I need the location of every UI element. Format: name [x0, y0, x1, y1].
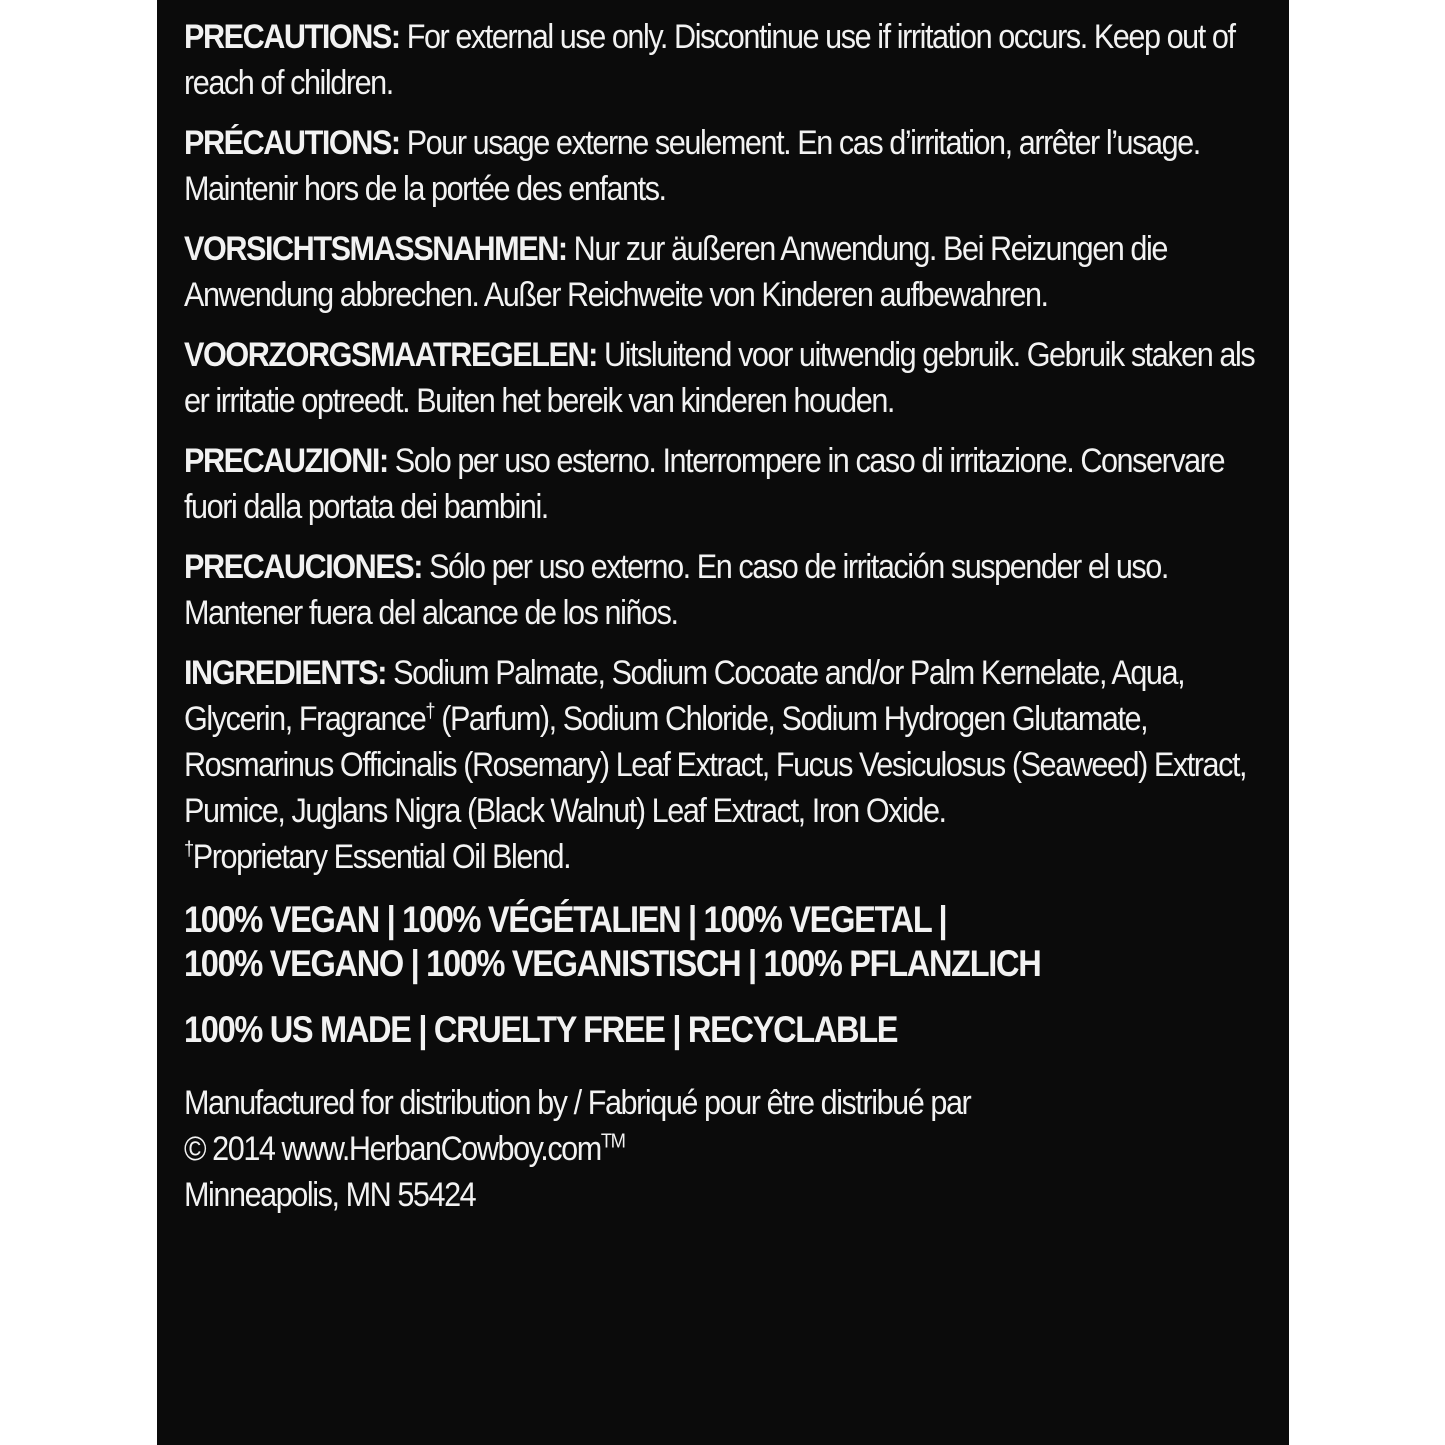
section-heading: PRECAUCIONES:: [184, 548, 423, 586]
product-label-panel: [157, 0, 1289, 1445]
section-text: Solo per uso esterno. Interrompere in caso di irritazione. Conservare fuori dalla portata dei bambini.: [184, 442, 1225, 526]
copyright-line: [184, 1126, 1266, 1172]
product-claims: [184, 1008, 1270, 1052]
precautions-english: [184, 14, 1266, 106]
address-line: Minneapolis, MN 55424: [184, 1176, 476, 1214]
trademark-mark: TM: [600, 1130, 625, 1153]
section-text: Nur zur äußeren Anwendung. Bei Reizungen die Anwendung abbrechen. Außer Reichweite von Kinderen aufbewahren.: [184, 230, 1167, 314]
dagger-mark: †: [425, 700, 435, 723]
precautions-german: [184, 226, 1266, 318]
precautions-italian: [184, 438, 1266, 530]
section-heading: VOORZORGSMAATREGELEN:: [184, 336, 597, 374]
ingredients-heading: INGREDIENTS:: [184, 654, 387, 692]
product-claims-line: 100% US MADE | CRUELTY FREE | RECYCLABLE: [184, 1009, 898, 1050]
footnote-mark: †: [184, 838, 193, 861]
vegan-claims-line-2: 100% VEGANO | 100% VEGANISTISCH | 100% PFLANZLICH: [184, 943, 1041, 984]
section-text: Sólo per uso externo. En caso de irritación suspender el uso. Mantener fuera del alcance de los niños.: [184, 548, 1168, 632]
ingredients-text-2: (Parfum), Sodium Chloride, Sodium Hydrogen Glutamate, Rosmarinus Officinalis (Rosemary) Leaf Extract, Fucus Vesiculosus (Seaweed) Extract, Pumice, Juglans Nigra (Black Walnut) Leaf Extract, Iron Oxide.: [184, 700, 1247, 830]
section-text: Pour usage externe seulement. En cas d’irritation, arrêter l’usage. Maintenir hors de la portée des enfants.: [184, 124, 1200, 208]
section-heading: PRECAUTIONS:: [184, 18, 400, 56]
precautions-spanish: [184, 544, 1266, 636]
ingredients-section: [184, 650, 1266, 880]
vegan-claims: [184, 898, 1270, 986]
precautions-french: [184, 120, 1266, 212]
vegan-claims-line-1: 100% VEGAN | 100% VÉGÉTALIEN | 100% VEGETAL |: [184, 899, 947, 940]
ingredients-text-1: Sodium Palmate, Sodium Cocoate and/or Palm Kernelate, Aqua, Glycerin, Fragrance: [184, 654, 1185, 738]
section-heading: PRECAUZIONI:: [184, 442, 388, 480]
manufacturer-line: Manufactured for distribution by / Fabriqué pour être distribué par: [184, 1084, 971, 1122]
manufacturer-info: [184, 1080, 1266, 1218]
section-heading: PRÉCAUTIONS:: [184, 124, 400, 162]
precautions-dutch: [184, 332, 1266, 424]
copyright-text: © 2014 www.HerbanCowboy.com: [184, 1130, 601, 1168]
ingredients-footnote: Proprietary Essential Oil Blend.: [192, 838, 571, 876]
section-text: Uitsluitend voor uitwendig gebruik. Gebruik staken als er irritatie optreedt. Buiten het bereik van kinderen houden.: [184, 336, 1255, 420]
section-text: For external use only. Discontinue use if irritation occurs. Keep out of reach of children.: [184, 18, 1235, 102]
section-heading: VORSICHTSMASSNAHMEN:: [184, 230, 567, 268]
